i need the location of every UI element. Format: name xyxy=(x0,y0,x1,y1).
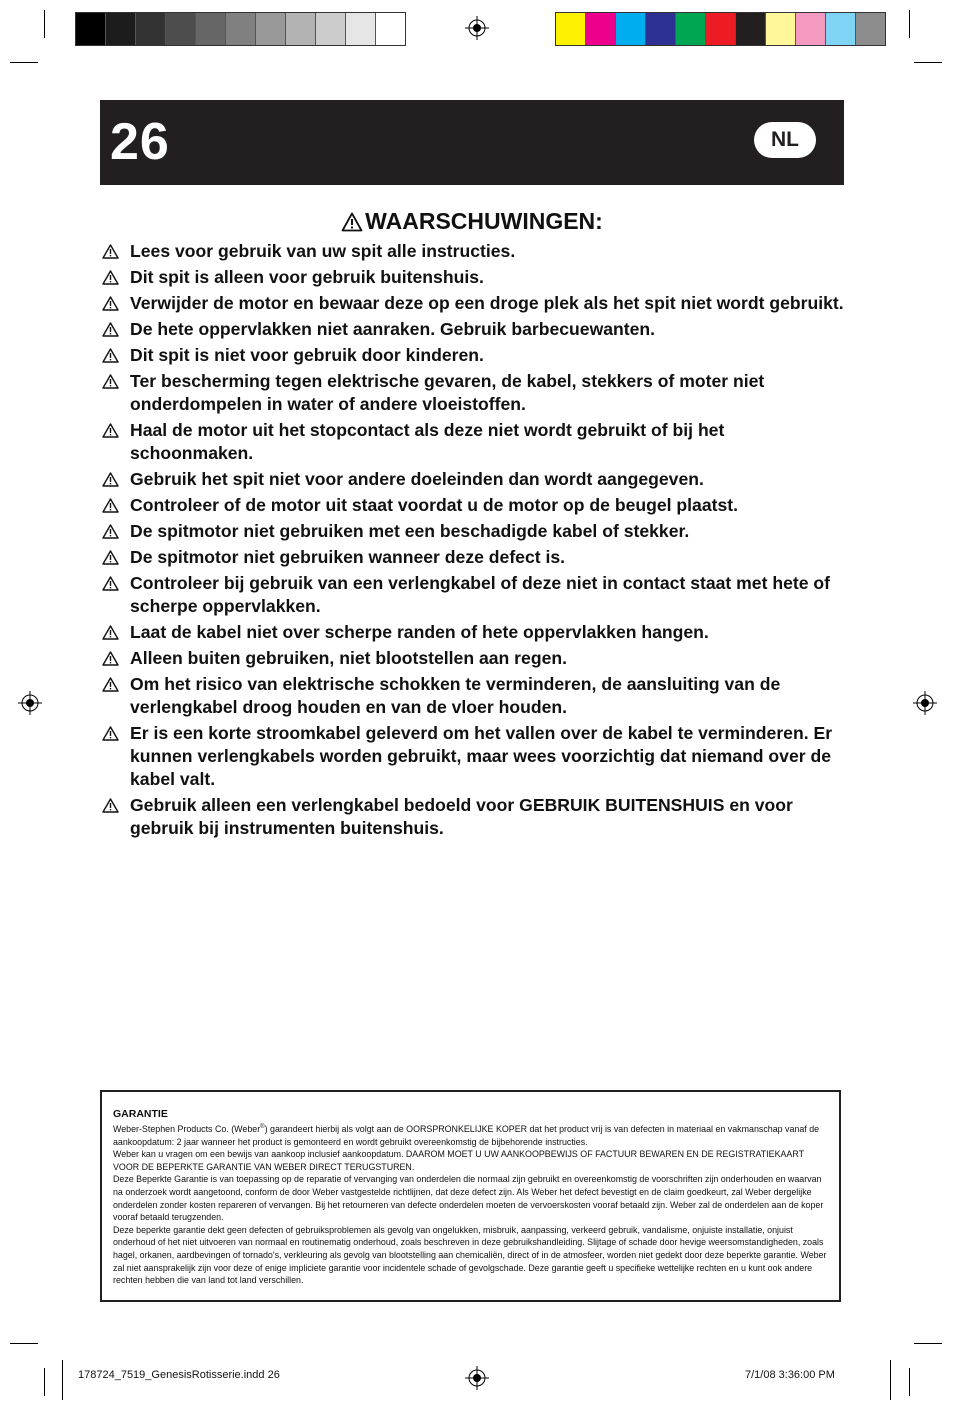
guarantee-text: Weber-Stephen Products Co. (Weber xyxy=(113,1123,261,1134)
color-swatch xyxy=(676,13,706,45)
gray-swatch xyxy=(136,13,166,45)
guarantee-text: ) garandeert hierbij als volgt aan de OORSPRONKELIJKE KOPER dat het product vrij is van defecten in materiaal en vakmanschap vanaf de aankoopdatum: 2 jaar wanneer het product is gemonteerd en wordt gebruikt overeenkomstig de bijbehorende instructies. xyxy=(113,1123,820,1147)
warning-text: Controleer of de motor uit staat voordat u de motor op de beugel plaatst. xyxy=(130,495,739,515)
warning-item xyxy=(100,266,844,289)
warning-triangle-icon xyxy=(102,625,119,640)
warning-text: Verwijder de motor en bewaar deze op een droge plek als het spit niet wordt gebruikt. xyxy=(130,293,844,313)
warning-item xyxy=(100,292,844,315)
warning-item xyxy=(100,647,844,670)
gray-swatch xyxy=(76,13,106,45)
guarantee-paragraph: Weber kan u vragen om een bewijs van aankoop inclusief aankoopdatum. DAAROM MOET U UW AANKOOPBEWIJS OF FACTUUR BEWAREN EN DE REGISTRATIEKAART VOOR DE BEPERKTE GARANTIE VAN WEBER DIRECT TERUGSTUREN. xyxy=(113,1149,804,1172)
color-swatch xyxy=(706,13,736,45)
warning-text: De spitmotor niet gebruiken wanneer deze defect is. xyxy=(130,547,566,567)
warning-triangle-icon xyxy=(102,270,119,285)
warning-triangle-icon xyxy=(102,322,119,337)
guarantee-paragraph: Deze Beperkte Garantie is van toepassing op de reparatie of vervanging van onderdelen die normaal zijn gebruikt en overeenkomstig de voorschriften zijn onderhouden en waarvan na onderzoek wordt aangetoond, conform de door Weber vastgestelde richtlijnen, dat deze defect zijn. Als Weber het defect bevestigt en de claim goedkeurt, zal Weber dergelijke onderdelen zonder kosten repareren of vervangen. Bij het retourneren van defecte onderdelen moeten de vervoerskosten vooraf betaald zijn. Weber zal de onderdelen aan de koper vooraf betaald terugzenden. xyxy=(113,1174,824,1223)
warning-item xyxy=(100,572,844,618)
warning-triangle-icon xyxy=(102,726,119,741)
warning-item xyxy=(100,419,844,465)
language-badge: NL xyxy=(754,122,816,158)
gray-swatch xyxy=(226,13,256,45)
warning-item xyxy=(100,794,844,840)
color-swatch xyxy=(586,13,616,45)
crop-mark xyxy=(44,10,45,38)
registration-mark-icon xyxy=(465,1366,489,1390)
warning-item xyxy=(100,494,844,517)
color-swatch xyxy=(616,13,646,45)
crop-mark xyxy=(914,62,942,63)
color-swatch xyxy=(826,13,856,45)
warning-text: Er is een korte stroomkabel geleverd om het vallen over de kabel te verminderen. Er kunnen verlengkabels worden gebruikt, maar wees voorzichtig dat niemand over de kabel valt. xyxy=(130,723,833,789)
warning-item xyxy=(100,468,844,491)
registration-mark-icon xyxy=(913,691,937,715)
warning-text: Gebruik het spit niet voor andere doeleinden dan wordt aangegeven. xyxy=(130,469,704,489)
warning-item xyxy=(100,240,844,263)
print-date-time: 7/1/08 3:36:00 PM xyxy=(745,1369,835,1381)
gray-swatch xyxy=(196,13,226,45)
crop-mark xyxy=(890,1360,891,1400)
warnings-list xyxy=(100,240,844,843)
warning-triangle-icon xyxy=(341,212,363,232)
color-bar xyxy=(555,12,886,46)
warning-item xyxy=(100,722,844,791)
crop-mark xyxy=(909,10,910,38)
gray-swatch xyxy=(106,13,136,45)
gray-swatch xyxy=(166,13,196,45)
color-swatch xyxy=(646,13,676,45)
grayscale-bar xyxy=(75,12,406,46)
color-swatch xyxy=(766,13,796,45)
gray-swatch xyxy=(376,13,405,45)
warning-text: Lees voor gebruik van uw spit alle instructies. xyxy=(130,241,516,261)
warning-triangle-icon xyxy=(102,374,119,389)
warning-text: Dit spit is niet voor gebruik door kinderen. xyxy=(130,345,484,365)
guarantee-title: GARANTIE xyxy=(113,1108,168,1120)
warning-triangle-icon xyxy=(102,244,119,259)
registered-mark: ® xyxy=(260,1124,265,1130)
gray-swatch xyxy=(286,13,316,45)
gray-swatch xyxy=(256,13,286,45)
color-swatch xyxy=(856,13,885,45)
warning-triangle-icon xyxy=(102,576,119,591)
warning-triangle-icon xyxy=(102,651,119,666)
warning-item xyxy=(100,344,844,367)
guarantee-paragraph: Deze beperkte garantie dekt geen defecten of gebruiksproblemen als gevolg van ongelukken, misbruik, aanpassing, verkeerd gebruik, vandalisme, onjuiste installatie, onjuist onderhoud of het niet uitvoeren van normaal en routinematig onderhoud, zoals beschreven in deze gebruikshandleiding. Slijtage of schade door hevige weersomstandigheden, zoals hagel, orkanen, aardbevingen of tornado's, verkleuring als gevolg van blootstelling aan chemicaliën, direct of in de atmosfeer, worden niet gedekt door deze beperkte garantie. Weber zal niet aansprakelijk zijn voor deze of enige impliciete garantie voor incidentele schade of gevolgschade. Deze garantie geeft u specifieke wettelijke rechten en u kunt ook andere rechten hebben die van land tot land verschillen. xyxy=(113,1224,827,1286)
registration-mark-icon xyxy=(465,16,489,40)
gray-swatch xyxy=(316,13,346,45)
registration-mark-icon xyxy=(18,691,42,715)
warning-text: De hete oppervlakken niet aanraken. Gebruik barbecuewanten. xyxy=(130,319,656,339)
warning-triangle-icon xyxy=(102,423,119,438)
crop-mark xyxy=(914,1343,942,1344)
color-swatch xyxy=(556,13,586,45)
warning-triangle-icon xyxy=(102,524,119,539)
guarantee-box xyxy=(100,1090,841,1302)
warning-text: Controleer bij gebruik van een verlengkabel of deze niet in contact staat met hete of scherpe oppervlakken. xyxy=(130,573,831,616)
guarantee-paragraph xyxy=(113,1121,829,1148)
warning-text: Laat de kabel niet over scherpe randen of hete oppervlakken hangen. xyxy=(130,622,709,642)
crop-mark xyxy=(10,62,38,63)
warning-text: Om het risico van elektrische schokken te verminderen, de aansluiting van de verlengkabel droog houden en van de vloer houden. xyxy=(130,674,781,717)
crop-mark xyxy=(10,1343,38,1344)
warning-text: Alleen buiten gebruiken, niet blootstellen aan regen. xyxy=(130,648,567,668)
warning-text: Haal de motor uit het stopcontact als deze niet wordt gebruikt of bij het schoonmaken. xyxy=(130,420,725,463)
warning-triangle-icon xyxy=(102,798,119,813)
warning-item xyxy=(100,546,844,569)
warning-item xyxy=(100,520,844,543)
warning-triangle-icon xyxy=(102,550,119,565)
warning-text: Dit spit is alleen voor gebruik buitenshuis. xyxy=(130,267,484,287)
warning-item xyxy=(100,370,844,416)
warning-item xyxy=(100,673,844,719)
warning-text: Gebruik alleen een verlengkabel bedoeld voor GEBRUIK BUITENSHUIS en voor gebruik bij instrumenten buitenshuis. xyxy=(130,795,793,838)
color-swatch xyxy=(796,13,826,45)
warning-triangle-icon xyxy=(102,472,119,487)
warning-text: De spitmotor niet gebruiken met een beschadigde kabel of stekker. xyxy=(130,521,690,541)
warnings-title-text: WAARSCHUWINGEN: xyxy=(365,208,603,234)
warning-text: Ter bescherming tegen elektrische gevaren, de kabel, stekkers of moter niet onderdompelen in water of andere vloeistoffen. xyxy=(130,371,765,414)
crop-mark xyxy=(62,1360,63,1400)
warning-triangle-icon xyxy=(102,677,119,692)
warning-triangle-icon xyxy=(102,348,119,363)
file-info: 178724_7519_GenesisRotisserie.indd 26 xyxy=(78,1369,280,1381)
color-swatch xyxy=(736,13,766,45)
warning-triangle-icon xyxy=(102,498,119,513)
crop-mark xyxy=(44,1368,45,1396)
warning-item xyxy=(100,318,844,341)
crop-mark xyxy=(909,1368,910,1396)
warnings-heading xyxy=(100,206,844,236)
warning-item xyxy=(100,621,844,644)
gray-swatch xyxy=(346,13,376,45)
page-header-bar xyxy=(100,100,844,185)
page-number: 26 xyxy=(110,113,170,171)
warning-triangle-icon xyxy=(102,296,119,311)
